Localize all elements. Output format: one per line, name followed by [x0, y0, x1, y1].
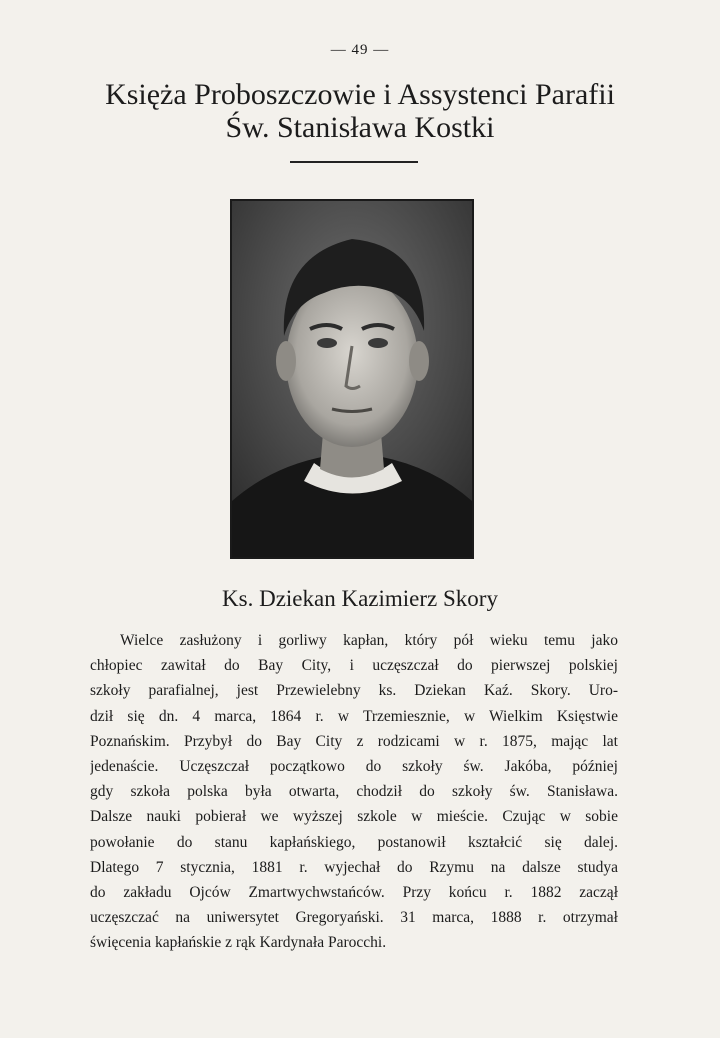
biography-text [90, 628, 618, 956]
portrait-photo [230, 199, 474, 559]
body-line: chłopiec zawitał do Bay City, i uczęszczał do pierwszej polskiej [90, 657, 618, 675]
body-line: szkoły parafialnej, jest Przewielebny ks. Dziekan Kaź. Skory. Uro- [90, 682, 618, 700]
body-line: Dalsze nauki pobierał we wyższej szkole w mieście. Czując w sobie [90, 808, 618, 826]
body-line: dził się dn. 4 marca, 1864 r. w Trzemiesznie, w Wielkim Księstwie [90, 707, 618, 725]
body-line: Dlatego 7 stycznia, 1881 r. wyjechał do Rzymu na dalsze studya [90, 858, 618, 876]
portrait-caption: Ks. Dziekan Kazimierz Skory [222, 586, 498, 611]
body-line: Poznańskim. Przybył do Bay City z rodzicami w r. 1875, mając lat [90, 732, 618, 750]
title-divider [290, 161, 418, 163]
body-line: gdy szkoła polska była otwarta, chodził do szkoły św. Stanisława. [90, 783, 618, 801]
page-number: — 49 — [330, 42, 390, 58]
title-line-1: Księża Proboszczowie i Assystenci Parafii [105, 78, 615, 111]
body-line: powołanie do stanu kapłańskiego, postanowił kształcić się dalej. [90, 833, 618, 851]
portrait-photo-icon [232, 201, 472, 557]
body-line: święcenia kapłańskie z rąk Kardynała Parocchi. [90, 934, 387, 952]
title-line-2: Św. Stanisława Kostki [225, 111, 495, 144]
body-line: uczęszczać na uniwersytet Gregoryański. 31 marca, 1888 r. otrzymał [90, 909, 618, 927]
page-title [0, 78, 720, 144]
body-line: do zakładu Ojców Zmartwychwstańców. Przy końcu r. 1882 zaczął [90, 884, 618, 902]
body-line: jedenaście. Uczęszczał początkowo do szkoły św. Jakóba, później [90, 758, 618, 776]
body-line: Wielce zasłużony i gorliwy kapłan, który pół wieku temu jako [120, 632, 618, 649]
